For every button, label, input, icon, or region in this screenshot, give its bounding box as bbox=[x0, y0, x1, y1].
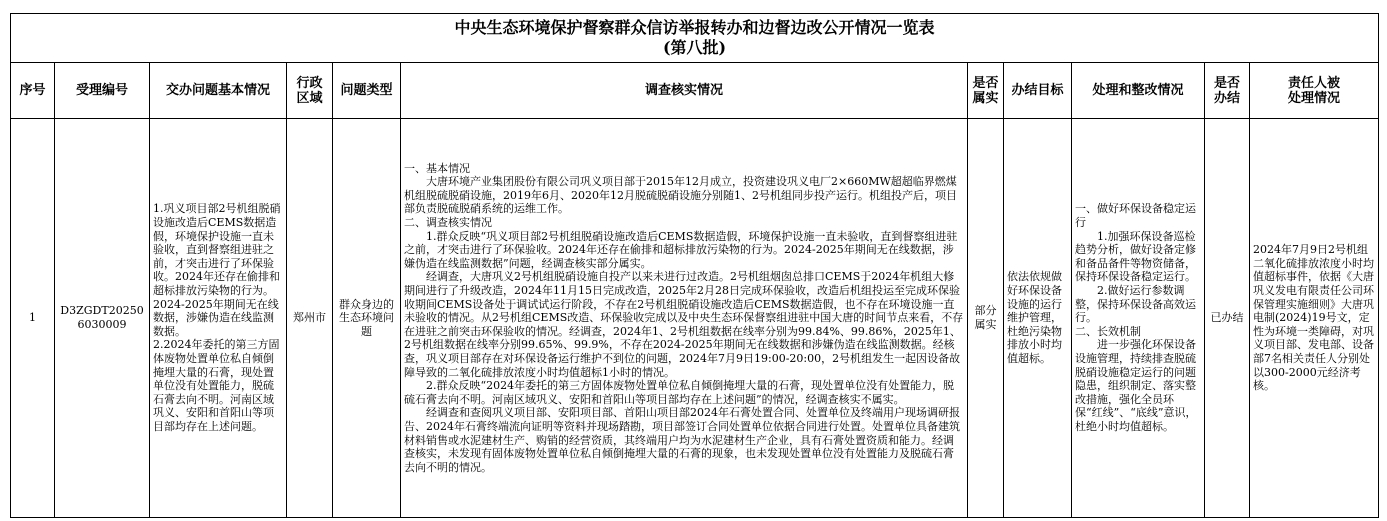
header-issue: 交办问题基本情况 bbox=[150, 63, 287, 119]
inv-heading-2: 二、调查核实情况 bbox=[404, 216, 492, 230]
header-true bbox=[968, 63, 1004, 119]
header-closed-line2: 办结 bbox=[1213, 90, 1240, 106]
hand-paragraph-3: 进一步强化环保设备设施管理，持续排查脱硫脱硝设施稳定运行的问题隐患，组织制定、落实整改措施，强化全员环保“红线”、“底线”意识，杜绝小时均值超标。 bbox=[1075, 338, 1197, 433]
header-region-line1: 行政 bbox=[296, 75, 323, 91]
cell-handling bbox=[1072, 119, 1205, 518]
header-investigation: 调查核实情况 bbox=[401, 63, 968, 119]
header-true-line2: 属实 bbox=[972, 90, 999, 106]
inv-heading-1: 一、基本情况 bbox=[404, 161, 470, 175]
table-row bbox=[11, 119, 1379, 518]
hand-heading-1: 一、做好环保设备稳定运行 bbox=[1075, 202, 1196, 230]
inv-paragraph-3: 经调查，大唐巩义2号机组脱硝设施自投产以来未进行过改造。2号机组烟囱总排口CEMS于2024年机组大修期间进行了升级改造，2024年11月15日完成改造，2025年2月28日完成环保验收，改造后机组投运至完成环保验收期间CEMS设备处于调试试运行阶段，不存在2号机组脱硝设施改造后CEMS数据造假，也不存在环境设施一直未验收的情况。从2号机组CEMS改造、环保验收完成以及中央生态环保督察组进驻中国大唐的时间节点来看，不存在进驻之前突击环保验收的情况。经调查，2024年1、2号机组数据在线率分别为99.84%、99.86%，2025年1、2号机组数据在线率分别99.65%、99.9%，不存在2024-2025年期间无在线数据和涉嫌伪造在线监测数据。经核查，巩义项目部存在对环保设备运行维护不到位的问题，2024年7月9日19:00-20:00，2号机组发生一起因设备故障导致的二氧化硫排放浓度小时均值超标1小时的情况。 bbox=[404, 270, 964, 379]
hand-paragraph-2: 2.做好运行参数调整，保持环保设备高效运行。 bbox=[1075, 284, 1196, 325]
cell-issue: 1.巩义项目部2号机组脱硝设施改造后CEMS数据造假，环境保护设施一直未验收，直到督察组进驻之前，才突击进行了环保验收。2024年还存在偷排和超标排放污染物的行为。2024-2025年期间无在线数据，涉嫌伪造在线监测数据。 2.2024年委托的第三方固体废物处置单位私自倾倒掩埋大量的石膏，现处置单位没有处置能力，脱硫石膏去向不明。河南区域巩义、安阳和首阳山等项目部均存在上述问题。 bbox=[150, 119, 287, 518]
cell-true: 部分属实 bbox=[968, 119, 1004, 518]
cell-type: 群众身边的生态环境问题 bbox=[333, 119, 401, 518]
header-closed-line1: 是否 bbox=[1213, 75, 1240, 91]
cell-resp: 2024年7月9日2号机组二氧化硫排放浓度小时均值超标事件，依据《大唐巩义发电有限责任公司环保管理实施细则》大唐巩电制(2024)19号文，定性为环境一类障碍，对巩义项目部、发电部、设备部7名相关责任人分别处以300-2000元经济考核。 bbox=[1250, 119, 1379, 518]
title-line1: 中央生态环境保护督察群众信访举报转办和边督边改公开情况一览表 bbox=[454, 18, 935, 37]
cell-closed: 已办结 bbox=[1205, 119, 1250, 518]
header-region bbox=[287, 63, 333, 119]
header-type: 问题类型 bbox=[333, 63, 401, 119]
header-true-line1: 是否 bbox=[972, 75, 999, 91]
header-row bbox=[11, 63, 1379, 119]
header-handling: 处理和整改情况 bbox=[1072, 63, 1205, 119]
header-resp-line1: 责任人被 bbox=[1288, 75, 1341, 91]
header-seq: 序号 bbox=[11, 63, 55, 119]
header-goal: 办结目标 bbox=[1004, 63, 1072, 119]
inv-paragraph-4: 2.群众反映“2024年委托的第三方固体废物处置单位私自倾倒掩埋大量的石膏，现处置单位没有处置能力，脱硫石膏去向不明。河南区域巩义、安阳和首阳山等项目部均存在上述问题”的情况，经调查核实不属实。 bbox=[404, 379, 955, 406]
cell-seq: 1 bbox=[11, 119, 55, 518]
inv-paragraph-5: 经调查和查阅巩义项目部、安阳项目部、首阳山项目部2024年石膏处置合同、处置单位及终端用户现场调研报告、2024年石膏终端流向证明等资料并现场踏勘，项目部签订合同处置单位依据合同进行处置。处置单位具备建筑材料销售或水泥建材生产、购销的经营资质，其终端用户均为水泥建材生产企业，具有石膏处置资质和能力。经调查核实，未发现有固体废物处置单位私自倾倒掩埋大量的石膏的现象，也未发现处置单位没有处置能力及脱硫石膏去向不明的情况。 bbox=[404, 406, 960, 474]
report-table bbox=[10, 13, 1379, 518]
cell-goal: 依法依规做好环保设备设施的运行维护管理，杜绝污染物排放小时均值超标。 bbox=[1004, 119, 1072, 518]
title-line2: (第八批) bbox=[662, 38, 727, 57]
cell-region: 郑州市 bbox=[287, 119, 333, 518]
table-title bbox=[11, 14, 1379, 63]
header-id: 受理编号 bbox=[55, 63, 150, 119]
header-resp-line2: 处理情况 bbox=[1288, 90, 1341, 106]
cell-id: D3ZGDT202506030009 bbox=[55, 119, 150, 518]
hand-heading-2: 二、长效机制 bbox=[1075, 324, 1141, 338]
header-region-line2: 区域 bbox=[296, 90, 323, 106]
header-closed bbox=[1205, 63, 1250, 119]
header-resp bbox=[1250, 63, 1379, 119]
inv-paragraph-1: 大唐环境产业集团股份有限公司巩义项目部于2015年12月成立，投资建设巩义电厂2×660MW超超临界燃煤机组脱硫脱硝设施，2019年6月、2020年12月脱硫脱硝设施分别随1、2号机组同步投产运行。机组投产后，项目部负责脱硫脱硝系统的运维工作。 bbox=[404, 175, 957, 216]
hand-paragraph-1: 1.加强环保设备巡检趋势分析，做好设备定修和备品备件等物资储备，保持环保设备稳定运行。 bbox=[1075, 229, 1196, 284]
inv-paragraph-2: 1.群众反映“巩义项目部2号机组脱硝设施改造后CEMS数据造假，环境保护设施一直未验收，直到督察组进驻之前，才突击进行了环保验收。2024年还存在偷排和超标排放污染物的行为。2024-2025年期间无在线数据，涉嫌伪造在线监测数据”问题，经调查核实部分属实。 bbox=[404, 229, 958, 270]
cell-investigation bbox=[401, 119, 968, 518]
